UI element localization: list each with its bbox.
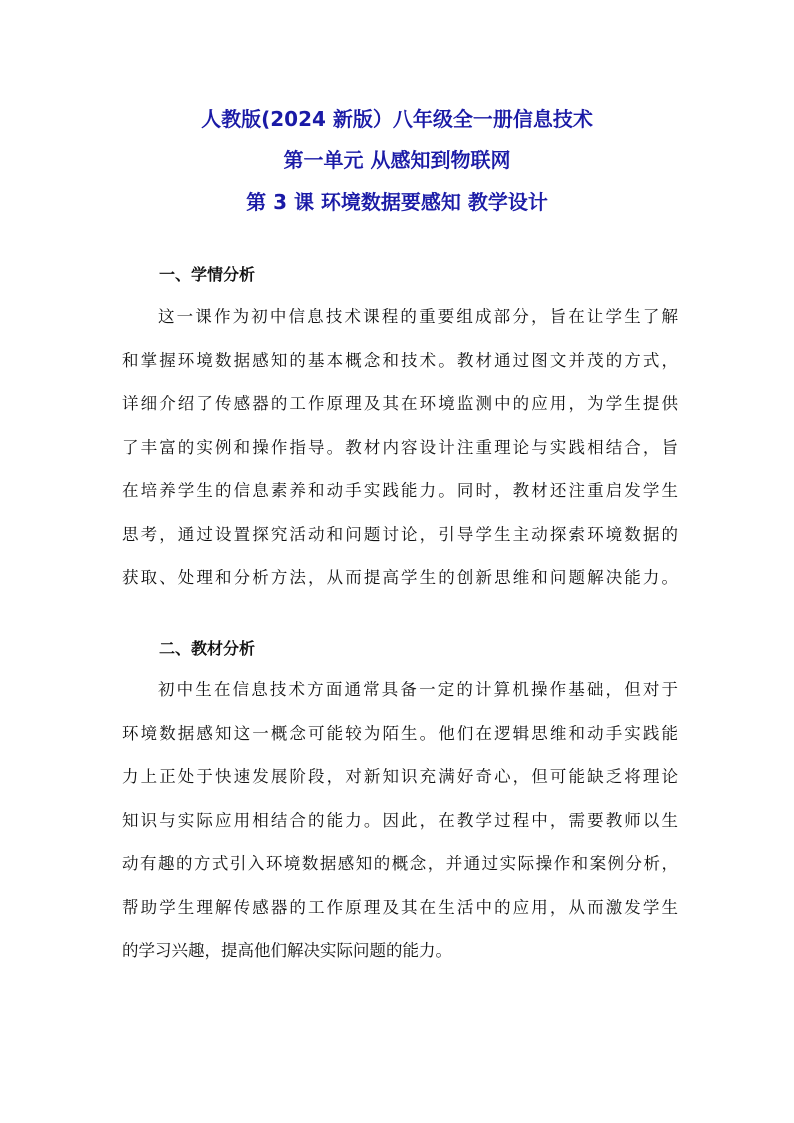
- paragraph-line: 在培养学生的信息素养和动手实践能力。同时，教材还注重启发学生: [122, 481, 678, 500]
- paragraph-line: 力上正处于快速发展阶段，对新知识充满好奇心，但可能缺乏将理论: [122, 767, 678, 786]
- paragraph-line: 帮助学生理解传感器的工作原理及其在生活中的应用，从而激发学生: [122, 898, 678, 917]
- paragraph-line: 的学习兴趣，提高他们解决实际问题的能力。: [122, 941, 452, 960]
- section-heading-textbook-analysis: 二、教材分析: [159, 639, 256, 658]
- paragraph-line: 这一课作为初中信息技术课程的重要组成部分，旨在让学生了解: [158, 307, 678, 326]
- paragraph-line: 详细介绍了传感器的工作原理及其在环境监测中的应用，为学生提供: [122, 394, 678, 413]
- document-title-line-1: 人教版(2024 新版）八年级全一册信息技术: [201, 107, 593, 131]
- paragraph-line: 动有趣的方式引入环境数据感知的概念，并通过实际操作和案例分析，: [122, 854, 678, 873]
- paragraph-line: 和掌握环境数据感知的基本概念和技术。教材通过图文并茂的方式，: [122, 351, 678, 370]
- paragraph-line: 了丰富的实例和操作指导。教材内容设计注重理论与实践相结合，旨: [122, 438, 678, 457]
- section-heading-learner-analysis: 一、学情分析: [159, 265, 256, 284]
- paragraph-line: 思考，通过设置探究活动和问题讨论，引导学生主动探索环境数据的: [122, 525, 678, 544]
- document-title-line-2: 第一单元 从感知到物联网: [283, 148, 511, 172]
- paragraph-line: 获取、处理和分析方法，从而提高学生的创新思维和问题解决能力。: [122, 568, 678, 587]
- document-title-line-3: 第 3 课 环境数据要感知 教学设计: [246, 190, 548, 214]
- paragraph-line: 初中生在信息技术方面通常具备一定的计算机操作基础，但对于: [158, 680, 678, 699]
- paragraph-line: 知识与实际应用相结合的能力。因此，在教学过程中，需要教师以生: [122, 811, 678, 830]
- paragraph-line: 环境数据感知这一概念可能较为陌生。他们在逻辑思维和动手实践能: [122, 724, 678, 743]
